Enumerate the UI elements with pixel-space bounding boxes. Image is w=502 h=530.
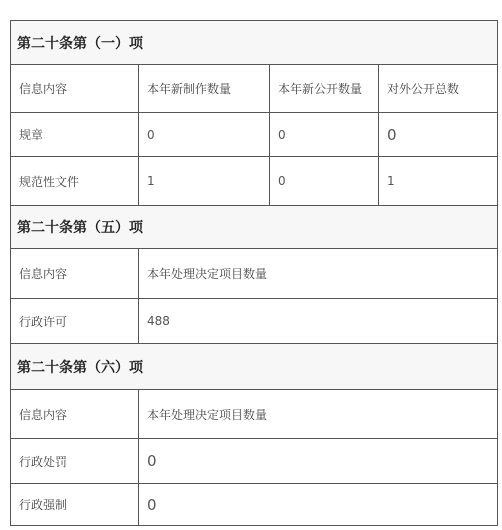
header-cell: 信息内容 <box>11 390 139 439</box>
header-cell: 信息内容 <box>11 65 139 113</box>
section-title: 第二十条第（六）项 <box>11 344 498 390</box>
table-row <box>11 113 498 157</box>
table-header-row <box>11 249 498 299</box>
row-label: 行政强制 <box>11 484 139 526</box>
table-header-row <box>11 65 498 113</box>
header-cell: 本年新制作数量 <box>139 65 270 113</box>
header-cell: 本年处理决定项目数量 <box>139 390 498 439</box>
row-label: 行政处罚 <box>11 439 139 484</box>
row-label: 规范性文件 <box>11 157 139 206</box>
section-title: 第二十条第（五）项 <box>11 206 498 249</box>
table-header-row <box>11 390 498 439</box>
value-cell: 0 <box>139 484 498 526</box>
value-cell: 1 <box>139 157 270 206</box>
value-cell: 0 <box>139 439 498 484</box>
value-cell: 0 <box>379 113 498 157</box>
header-cell: 本年处理决定项目数量 <box>139 249 498 299</box>
disclosure-table <box>10 20 498 526</box>
section-title-row <box>11 206 498 249</box>
header-cell: 对外公开总数 <box>379 65 498 113</box>
table-row <box>11 157 498 206</box>
table-row <box>11 484 498 526</box>
value-cell: 0 <box>270 157 379 206</box>
section-title-row <box>11 344 498 390</box>
value-cell: 0 <box>270 113 379 157</box>
header-cell: 信息内容 <box>11 249 139 299</box>
value-cell: 1 <box>379 157 498 206</box>
row-label: 行政许可 <box>11 299 139 344</box>
table-row <box>11 439 498 484</box>
section-title-row <box>11 21 498 65</box>
table-row <box>11 299 498 344</box>
row-label: 规章 <box>11 113 139 157</box>
value-cell: 488 <box>139 299 498 344</box>
header-cell: 本年新公开数量 <box>270 65 379 113</box>
value-cell: 0 <box>139 113 270 157</box>
section-title: 第二十条第（一）项 <box>11 21 498 65</box>
